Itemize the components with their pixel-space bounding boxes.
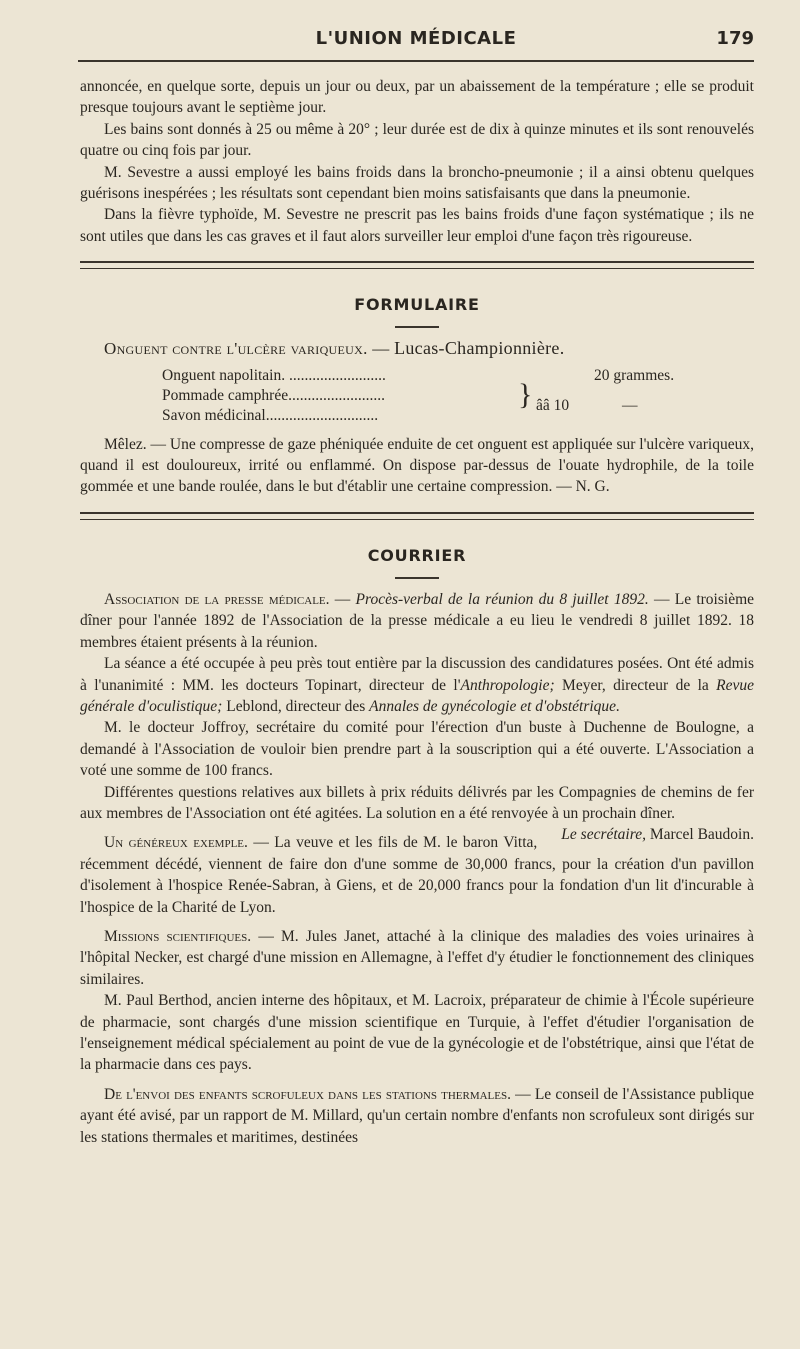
courrier-title: COURRIER (367, 545, 467, 565)
news-item (80, 926, 754, 990)
recipe-table (162, 366, 754, 426)
signature (537, 824, 754, 845)
news-text: La séance a été occupée à peu près tout entière par la discussion des candidatures posées. Ont été admis à l'unanimité : MM. les docteurs Topinart, directeur de l' (80, 655, 754, 694)
news-paragraph: M. le docteur Joffroy, secrétaire du comité pour l'érection d'un buste à Duchenne de Boulogne, a demandé à l'Association de vouloir bien prendre part à la souscription qui a été ouverte. L'Association a voté une somme de 100 francs. (80, 719, 754, 780)
news-paragraph: M. Paul Berthod, ancien interne des hôpitaux, et M. Lacroix, préparateur de chimie à l'École supérieure de pharmacie, sont chargés d'une mission scientifique en Turquie, à l'effet d'étudier l'organisation de l'enseignement médical spécialement au point de vue de la gynécologie et de l'obstétrique, ainsi que l'état de la pharmacie dans ces pays. (80, 992, 754, 1074)
journal-name: Annales de gynécologie et d'obstétrique. (369, 697, 620, 715)
shared-dash: — (622, 396, 638, 414)
shared-qty: ââ 10 (536, 396, 570, 414)
formula-instructions: Mêlez. — Une compresse de gaze phéniquée enduite de cet onguent est appliquée sur l'ulcère variqueux, quand il est douloureux, irrité ou enflammé. On dispose par-dessus de l'ouate hydrophile, de la toile gommée et une bande roulée, dans le but d'établir une certaine compression. — N. G. (80, 435, 754, 496)
formula-dash: — (372, 339, 390, 359)
news-text: — La veuve et les fils de M. le baron Vitta, récemment décédé, viennent de faire don d'une somme de 30,000 francs, pour la création d'un pavillon d'isolement à l'hospice Renée-Sabran, à Giens, et de 20,000 francs pour la fondation d'un lit d'incurable à l'hospice de la Charité de Lyon. (80, 834, 754, 916)
news-text: Différentes questions relatives aux billets à prix réduits délivrés par les Compagnies de chemins de fer aux membres de l'Association ont été agitées. La solution en a été renvoyée à un prochain dîner. (80, 783, 754, 822)
intro-paragraph: M. Sevestre a aussi employé les bains froids dans la broncho-pneumonie ; il a ainsi obtenu quelques guérisons inespérées ; les résultats sont cependant bien moins satisfaisants que dans la pneumonie. (80, 163, 754, 203)
journal-name: Revue générale d'oculistique; (80, 676, 754, 715)
news-dash: — (329, 590, 356, 608)
intro-paragraph: Les bains sont donnés à 25 ou même à 20° ; leur durée est de dix à quinze minutes et ils sont renouvelés quatre ou cinq fois par jour. (80, 120, 754, 160)
formulaire-title: FORMULAIRE (354, 295, 480, 315)
news-text: Meyer, directeur de la (554, 676, 717, 694)
news-lead: Missions scientifiques. (104, 927, 252, 945)
news-lead: Un généreux exemple. (104, 834, 248, 852)
journal-title: L'UNION MÉDICALE (315, 28, 517, 49)
header-rule (78, 60, 754, 62)
news-paragraph (80, 653, 754, 717)
page-number: 179 (716, 28, 754, 49)
journal-name: Anthropologie; (460, 676, 555, 694)
title-rule (395, 577, 439, 579)
running-header (78, 22, 754, 52)
ingredient-name: Pommade camphrée......................... (162, 386, 385, 404)
section-divider (80, 512, 754, 520)
intro-paragraph: Dans la fièvre typhoïde, M. Sevestre ne prescrit pas les bains froids d'une façon systématique ; ils ne sont utiles que dans les cas graves et il faut alors surveiller leur emploi d'une façon très rigoureuse. (80, 206, 754, 245)
formula-author: Lucas-Championnière. (394, 338, 565, 359)
news-lead: Association de la presse médicale. (104, 590, 330, 608)
intro-paragraph: annoncée, en quelque sorte, depuis un jour ou deux, par un abaissement de la température ; elle se produit presque toujours avant le septième jour. (80, 78, 754, 117)
formula-heading (80, 338, 754, 359)
signature-name: Marcel Baudoin. (645, 826, 754, 844)
page-body (80, 76, 754, 1148)
news-text: — Le conseil de l'Assistance publique ayant été avisé, par un rapport de M. Millard, qu'un certain nombre d'enfants non scrofuleux sont dirigés sur les stations thermales et maritimes, destinées (80, 1085, 754, 1146)
news-item (80, 589, 754, 653)
ingredient-qty: 20 grammes. (594, 366, 675, 384)
news-title: Procès-verbal de la réunion du 8 juillet 1892. (355, 590, 649, 608)
signature-role: Le secrétaire, (561, 826, 646, 844)
section-divider (80, 261, 754, 269)
ingredient-name: Onguent napolitain. ......................... (162, 366, 386, 384)
formula-name: Onguent contre l'ulcère variqueux. (104, 339, 368, 359)
news-item (80, 1084, 754, 1148)
news-lead: De l'envoi des enfants scrofuleux dans les stations thermales. (104, 1085, 511, 1103)
title-rule (395, 326, 439, 328)
news-text: — Le troisième dîner pour l'année 1892 de l'Association de la presse médicale a eu lieu le vendredi 8 juillet 1892. 18 membres étaient présents à la réunion. (80, 590, 755, 651)
news-text: — M. Jules Janet, attaché à la clinique des maladies des voies urinaires à l'hôpital Necker, est chargé d'une mission en Allemagne, à l'effet d'y étudier le fonctionnement des cliniques similaires. (80, 927, 754, 988)
brace-glyph: } (518, 377, 533, 411)
news-text: Leblond, directeur des (222, 697, 370, 715)
ingredient-name: Savon médicinal............................. (162, 406, 379, 424)
